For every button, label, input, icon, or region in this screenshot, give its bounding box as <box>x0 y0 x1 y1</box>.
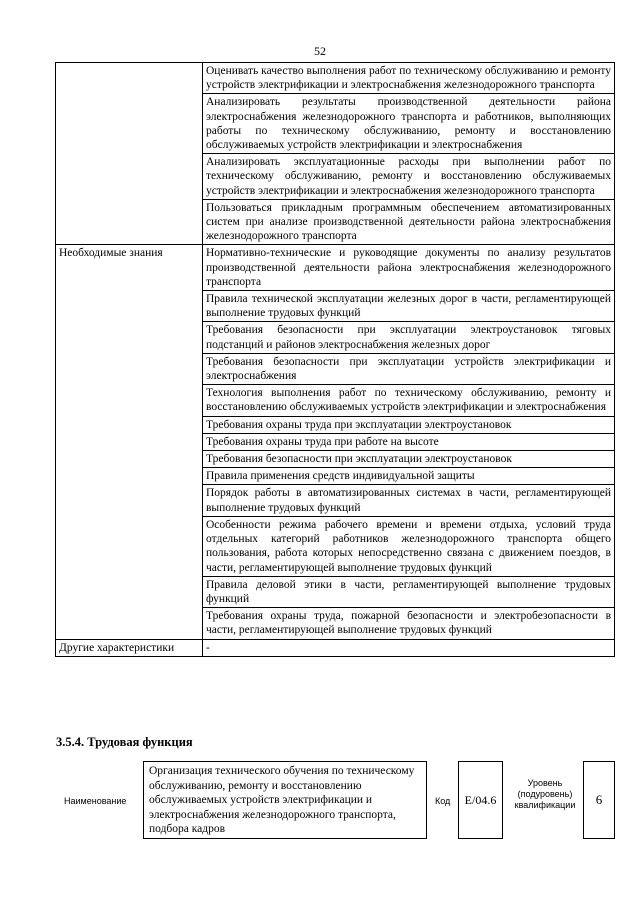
skill-item: Анализировать эксплуатационные расходы при выполнении работ по техническому обслуживанию, ремонту и восстановлению обслуживаемых устройств электрификации и электроснабжения железнодорожного транспорта <box>203 154 615 200</box>
skill-item: Оценивать качество выполнения работ по техническому обслуживанию и ремонту устройств электрификации и электроснабжения железнодорожного транспорта <box>203 63 615 94</box>
knowledge-item: Особенности режима рабочего времени и времени отдыха, условий труда отдельных категорий работников железнодорожного транспорта общего пользования, работа которых непосредственно связана с движением поездов, в части, регламентирующей выполнение трудовых функций <box>203 516 615 576</box>
page-number: 52 <box>314 44 326 58</box>
section-heading: 3.5.4. Трудовая функция <box>56 735 193 749</box>
skills-label-cell <box>56 63 203 245</box>
knowledge-item: Требования безопасности при эксплуатации устройств электрификации и электроснабжения <box>203 353 615 384</box>
table-row <box>56 639 615 656</box>
qualification-value-box: 6 <box>583 761 615 839</box>
knowledge-item: Технология выполнения работ по техническому обслуживанию, ремонту и восстановлению обслуживаемых устройств электрификации и электроснабжения <box>203 385 615 416</box>
code-label: Код <box>435 796 451 806</box>
knowledge-item: Требования охраны труда при работе на высоте <box>203 433 615 450</box>
knowledge-item: Правила деловой этики в части, регламентирующей выполнение трудовых функций <box>203 576 615 607</box>
skill-item: Анализировать результаты производственной деятельности района электроснабжения железнодорожного транспорта и работников, выполняющих работы по техническому обслуживанию, ремонту и восстановлению обслуживаемых устройств электрификации и электроснабжения <box>203 94 615 154</box>
knowledge-item: Нормативно-технические и руководящие документы по анализу результатов производственной деятельности района электроснабжения железнодорожного транспорта <box>203 245 615 291</box>
knowledge-label: Необходимые знания <box>56 245 203 639</box>
knowledge-item: Требования безопасности при эксплуатации электроустановок тяговых подстанций и районов электроснабжения железных дорог <box>203 322 615 353</box>
knowledge-item: Требования охраны труда при эксплуатации электроустановок <box>203 416 615 433</box>
name-label: Наименование <box>64 796 127 806</box>
table-row <box>56 245 615 291</box>
skill-item: Пользоваться прикладным программным обеспечением автоматизированных систем при анализе производственной деятельности района электроснабжения железнодорожного транспорта <box>203 199 615 245</box>
knowledge-item: Правила технической эксплуатации железных дорог в части, регламентирующей выполнение трудовых функций <box>203 291 615 322</box>
function-name-box: Организация технического обучения по техническому обслуживанию, ремонту и восстановлению обслуживаемых устройств электрификации и электроснабжения железнодорожного транспорта, подбора кадров <box>143 761 427 839</box>
code-value-box: E/04.6 <box>458 761 503 839</box>
knowledge-item: Порядок работы в автоматизированных системах в части, регламентирующей выполнение трудовых функций <box>203 485 615 516</box>
table-row <box>56 63 615 94</box>
knowledge-item: Правила применения средств индивидуальной защиты <box>203 468 615 485</box>
other-characteristics-value: - <box>203 639 615 656</box>
knowledge-item: Требования охраны труда, пожарной безопасности и электробезопасности в части, регламентирующей выполнение трудовых функций <box>203 608 615 639</box>
competency-table <box>55 62 615 657</box>
qualification-label: Уровень (подуровень) квалификации <box>514 778 576 810</box>
knowledge-item: Требования безопасности при эксплуатации электроустановок <box>203 451 615 468</box>
other-characteristics-label: Другие характеристики <box>56 639 203 656</box>
